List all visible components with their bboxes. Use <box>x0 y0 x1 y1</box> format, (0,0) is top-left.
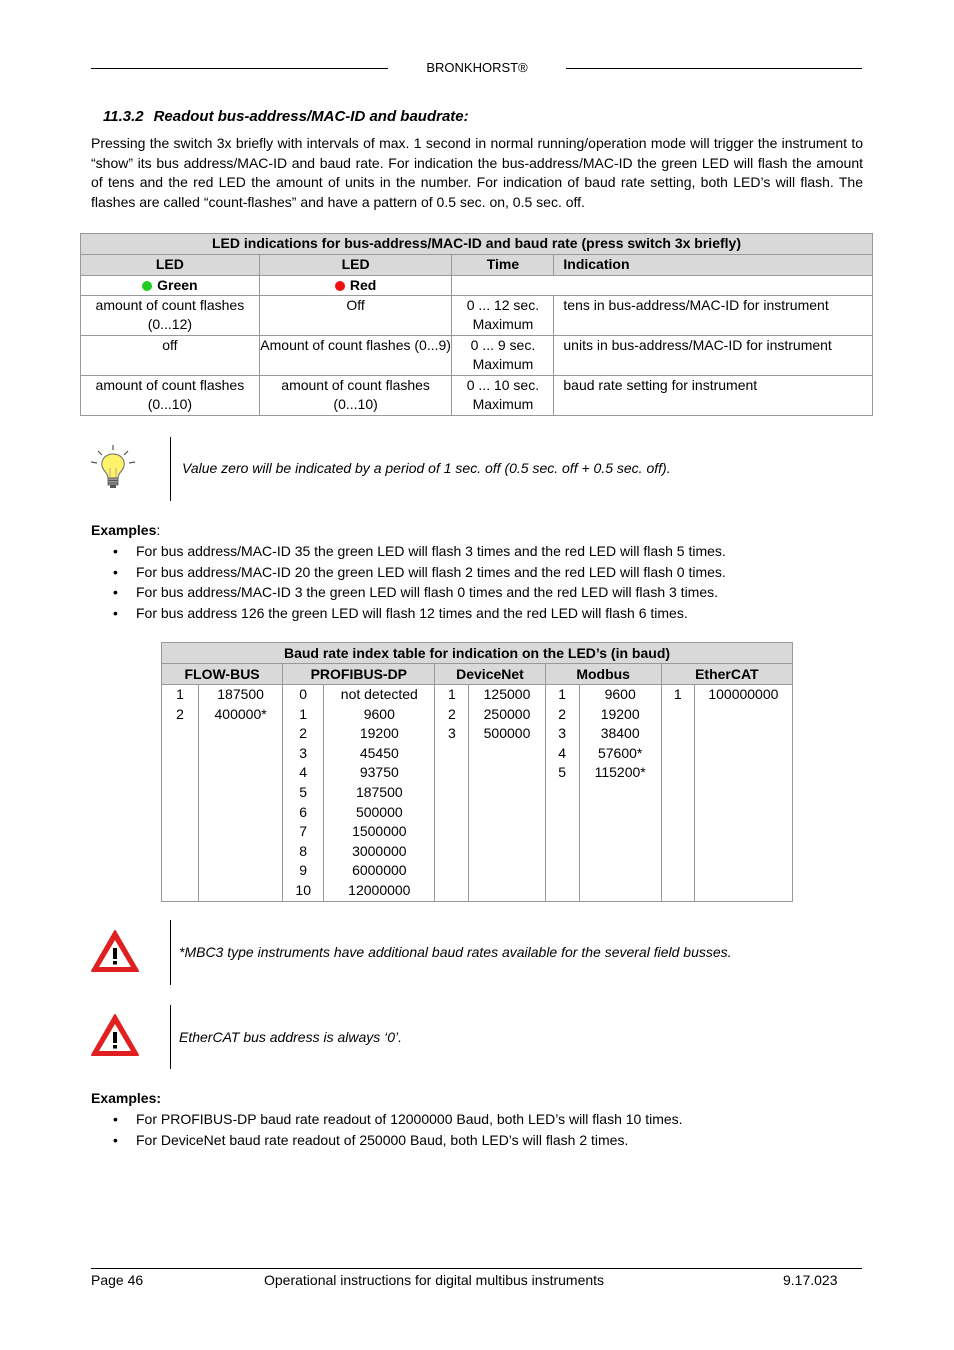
flowbus-value: 187500 <box>217 686 264 702</box>
profibus-index: 6 <box>299 803 308 820</box>
profibus-value: 500000 <box>355 803 403 820</box>
modbus-index: 1 <box>558 686 566 702</box>
lightbulb-icon <box>88 444 138 490</box>
led-row-3-red: amount of count flashes (0...10) <box>259 376 452 416</box>
profibus-index: 8 <box>299 842 308 859</box>
modbus-index: 2 <box>558 705 566 722</box>
ethercat-index-column <box>661 685 694 902</box>
profibus-value: 3000000 <box>352 842 407 859</box>
warning-note-1-divider <box>170 920 171 985</box>
modbus-value: 19200 <box>600 705 640 722</box>
led-row-1-indication: tens in bus-address/MAC-ID for instrument <box>554 296 873 336</box>
examples-title-1: Examples <box>91 522 157 538</box>
profibus-value: 9600 <box>363 705 395 722</box>
red-led-icon <box>335 281 345 291</box>
flowbus-index: 2 <box>176 705 184 722</box>
profibus-value-column <box>324 685 435 902</box>
devicenet-value-column <box>469 685 545 902</box>
profibus-index: 2 <box>299 725 308 742</box>
modbus-value-column <box>579 685 661 902</box>
modbus-value: 38400 <box>600 725 640 742</box>
list-item: • For bus address/MAC-ID 3 the green LED will flash 0 times and the red LED will flash 3 times. <box>91 582 726 603</box>
flowbus-index: 1 <box>176 686 184 702</box>
profibus-value: 93750 <box>359 764 399 781</box>
devicenet-value: 125000 <box>483 686 531 702</box>
profibus-value: 45450 <box>359 744 399 761</box>
profibus-value: 12000000 <box>348 881 411 898</box>
led-row-1-time: 0 ... 12 sec. Maximum <box>452 296 554 336</box>
profibus-index: 1 <box>299 705 308 722</box>
profibus-index: 7 <box>299 823 308 840</box>
profibus-index: 10 <box>295 881 311 898</box>
red-led-label: Red <box>349 277 377 293</box>
led-row-1-red: Off <box>259 296 452 336</box>
flowbus-value-column <box>199 685 283 902</box>
profibus-value: not detected <box>340 686 418 702</box>
modbus-value: 9600 <box>604 686 636 702</box>
list-item: • For bus address 126 the green LED will flash 12 times and the red LED will flash 6 times. <box>91 603 726 624</box>
tip-note-text: Value zero will be indicated by a period of 1 sec. off (0.5 sec. off + 0.5 sec. off). <box>182 460 671 476</box>
led-row-2-green: off <box>81 336 260 376</box>
baud-header-ethercat: EtherCAT <box>661 664 792 685</box>
ethercat-index: 1 <box>673 686 682 702</box>
led-row-2-red: Amount of count flashes (0...9) <box>259 336 452 376</box>
warning-triangle-icon <box>89 928 141 974</box>
ethercat-value-column <box>694 685 792 902</box>
modbus-index: 4 <box>558 744 566 761</box>
led-table-header-time: Time <box>452 255 554 276</box>
header-brand: BRONKHORST® <box>426 60 528 75</box>
profibus-index: 4 <box>299 764 308 781</box>
examples-list-1 <box>91 541 726 623</box>
green-led-label-cell <box>81 276 260 296</box>
baud-header-profibus: PROFIBUS-DP <box>283 664 435 685</box>
flowbus-value: 400000* <box>214 705 267 722</box>
modbus-value: 57600* <box>597 744 643 761</box>
examples-heading-1: Examples: <box>91 522 161 538</box>
warning-note-1-text: *MBC3 type instruments have additional baud rates available for the several field busses. <box>179 944 732 960</box>
led-table-header-led-red: LED <box>259 255 452 276</box>
list-item: • For PROFIBUS-DP baud rate readout of 12000000 Baud, both LED’s will flash 10 times. <box>91 1109 683 1130</box>
warning-note-2-divider <box>170 1005 171 1069</box>
led-row-2-indication: units in bus-address/MAC-ID for instrument <box>554 336 873 376</box>
baud-table-title: Baud rate index table for indication on the LED’s (in baud) <box>162 643 793 664</box>
profibus-index: 0 <box>299 686 308 702</box>
green-led-label: Green <box>157 277 198 293</box>
tip-note-divider <box>170 437 171 501</box>
profibus-value: 6000000 <box>352 862 407 879</box>
footer-rule <box>91 1268 862 1269</box>
led-row-1-green: amount of count flashes (0...12) <box>81 296 260 336</box>
profibus-value: 19200 <box>359 725 399 742</box>
baud-header-devicenet: DeviceNet <box>435 664 545 685</box>
led-row-2-time: 0 ... 9 sec. Maximum <box>452 336 554 376</box>
led-row-3-time: 0 ... 10 sec. Maximum <box>452 376 554 416</box>
profibus-value: 1500000 <box>352 823 407 840</box>
flowbus-index-column <box>162 685 199 902</box>
baud-rate-table <box>161 642 793 902</box>
devicenet-index: 2 <box>448 705 456 722</box>
profibus-value: 187500 <box>355 783 403 800</box>
profibus-index: 9 <box>299 862 308 879</box>
baud-header-flowbus: FLOW-BUS <box>162 664 283 685</box>
intro-paragraph: Pressing the switch 3x briefly with intervals of max. 1 second in normal running/operation mode will trigger the instrument to “show” its bus address/MAC-ID and baud rate. For indication the bus-address/MAC-ID the green LED will flash the amount of tens and the red LED the amount of units in the number. For indication of baud rate setting, both LED’s will flash. The flashes are called “count-flashes” and have a pattern of 0.5 sec. on, 0.5 sec. off. <box>91 135 863 211</box>
devicenet-value: 250000 <box>483 705 531 722</box>
profibus-index: 5 <box>299 783 308 800</box>
examples-heading-2 <box>91 1090 161 1106</box>
red-led-label-cell <box>259 276 452 296</box>
modbus-index-column <box>545 685 579 902</box>
led-indication-table <box>80 233 873 416</box>
modbus-value: 115200* <box>594 764 646 781</box>
baud-header-modbus: Modbus <box>545 664 661 685</box>
ethercat-value: 100000000 <box>708 686 779 702</box>
footer-document-number: 9.17.023 <box>783 1272 838 1288</box>
examples-title-2: Examples: <box>91 1090 162 1106</box>
warning-triangle-icon <box>89 1012 141 1058</box>
led-table-header-led-green: LED <box>81 255 260 276</box>
section-number: 11.3.2 <box>103 108 144 125</box>
footer-page-number: Page 46 <box>91 1272 144 1288</box>
led-row-3-green: amount of count flashes (0...10) <box>81 376 260 416</box>
profibus-index: 3 <box>299 744 308 761</box>
devicenet-index: 3 <box>448 725 456 742</box>
devicenet-value: 500000 <box>483 725 531 742</box>
modbus-index: 5 <box>558 764 566 781</box>
warning-note-2-text: EtherCAT bus address is always ‘0’. <box>179 1029 403 1045</box>
led-table-header-indication: Indication <box>554 255 873 276</box>
list-item: • For DeviceNet baud rate readout of 250000 Baud, both LED’s will flash 2 times. <box>91 1130 683 1151</box>
led-table-title: LED indications for bus-address/MAC-ID and baud rate (press switch 3x briefly) <box>81 234 873 255</box>
led-row-3-indication: baud rate setting for instrument <box>554 376 873 416</box>
section-title: Readout bus-address/MAC-ID and baudrate: <box>153 108 469 125</box>
green-led-icon <box>142 281 152 291</box>
led-label-empty-cell <box>452 276 873 296</box>
examples-list-2 <box>91 1109 683 1150</box>
devicenet-index-column <box>435 685 469 902</box>
profibus-index-column <box>283 685 324 902</box>
modbus-index: 3 <box>558 725 566 742</box>
devicenet-index: 1 <box>448 686 456 702</box>
list-item: • For bus address/MAC-ID 20 the green LED will flash 2 times and the red LED will flash 0 times. <box>91 562 726 583</box>
footer-document-title: Operational instructions for digital multibus instruments <box>264 1272 605 1288</box>
section-heading <box>103 108 469 125</box>
list-item: • For bus address/MAC-ID 35 the green LED will flash 3 times and the red LED will flash 5 times. <box>91 541 726 562</box>
